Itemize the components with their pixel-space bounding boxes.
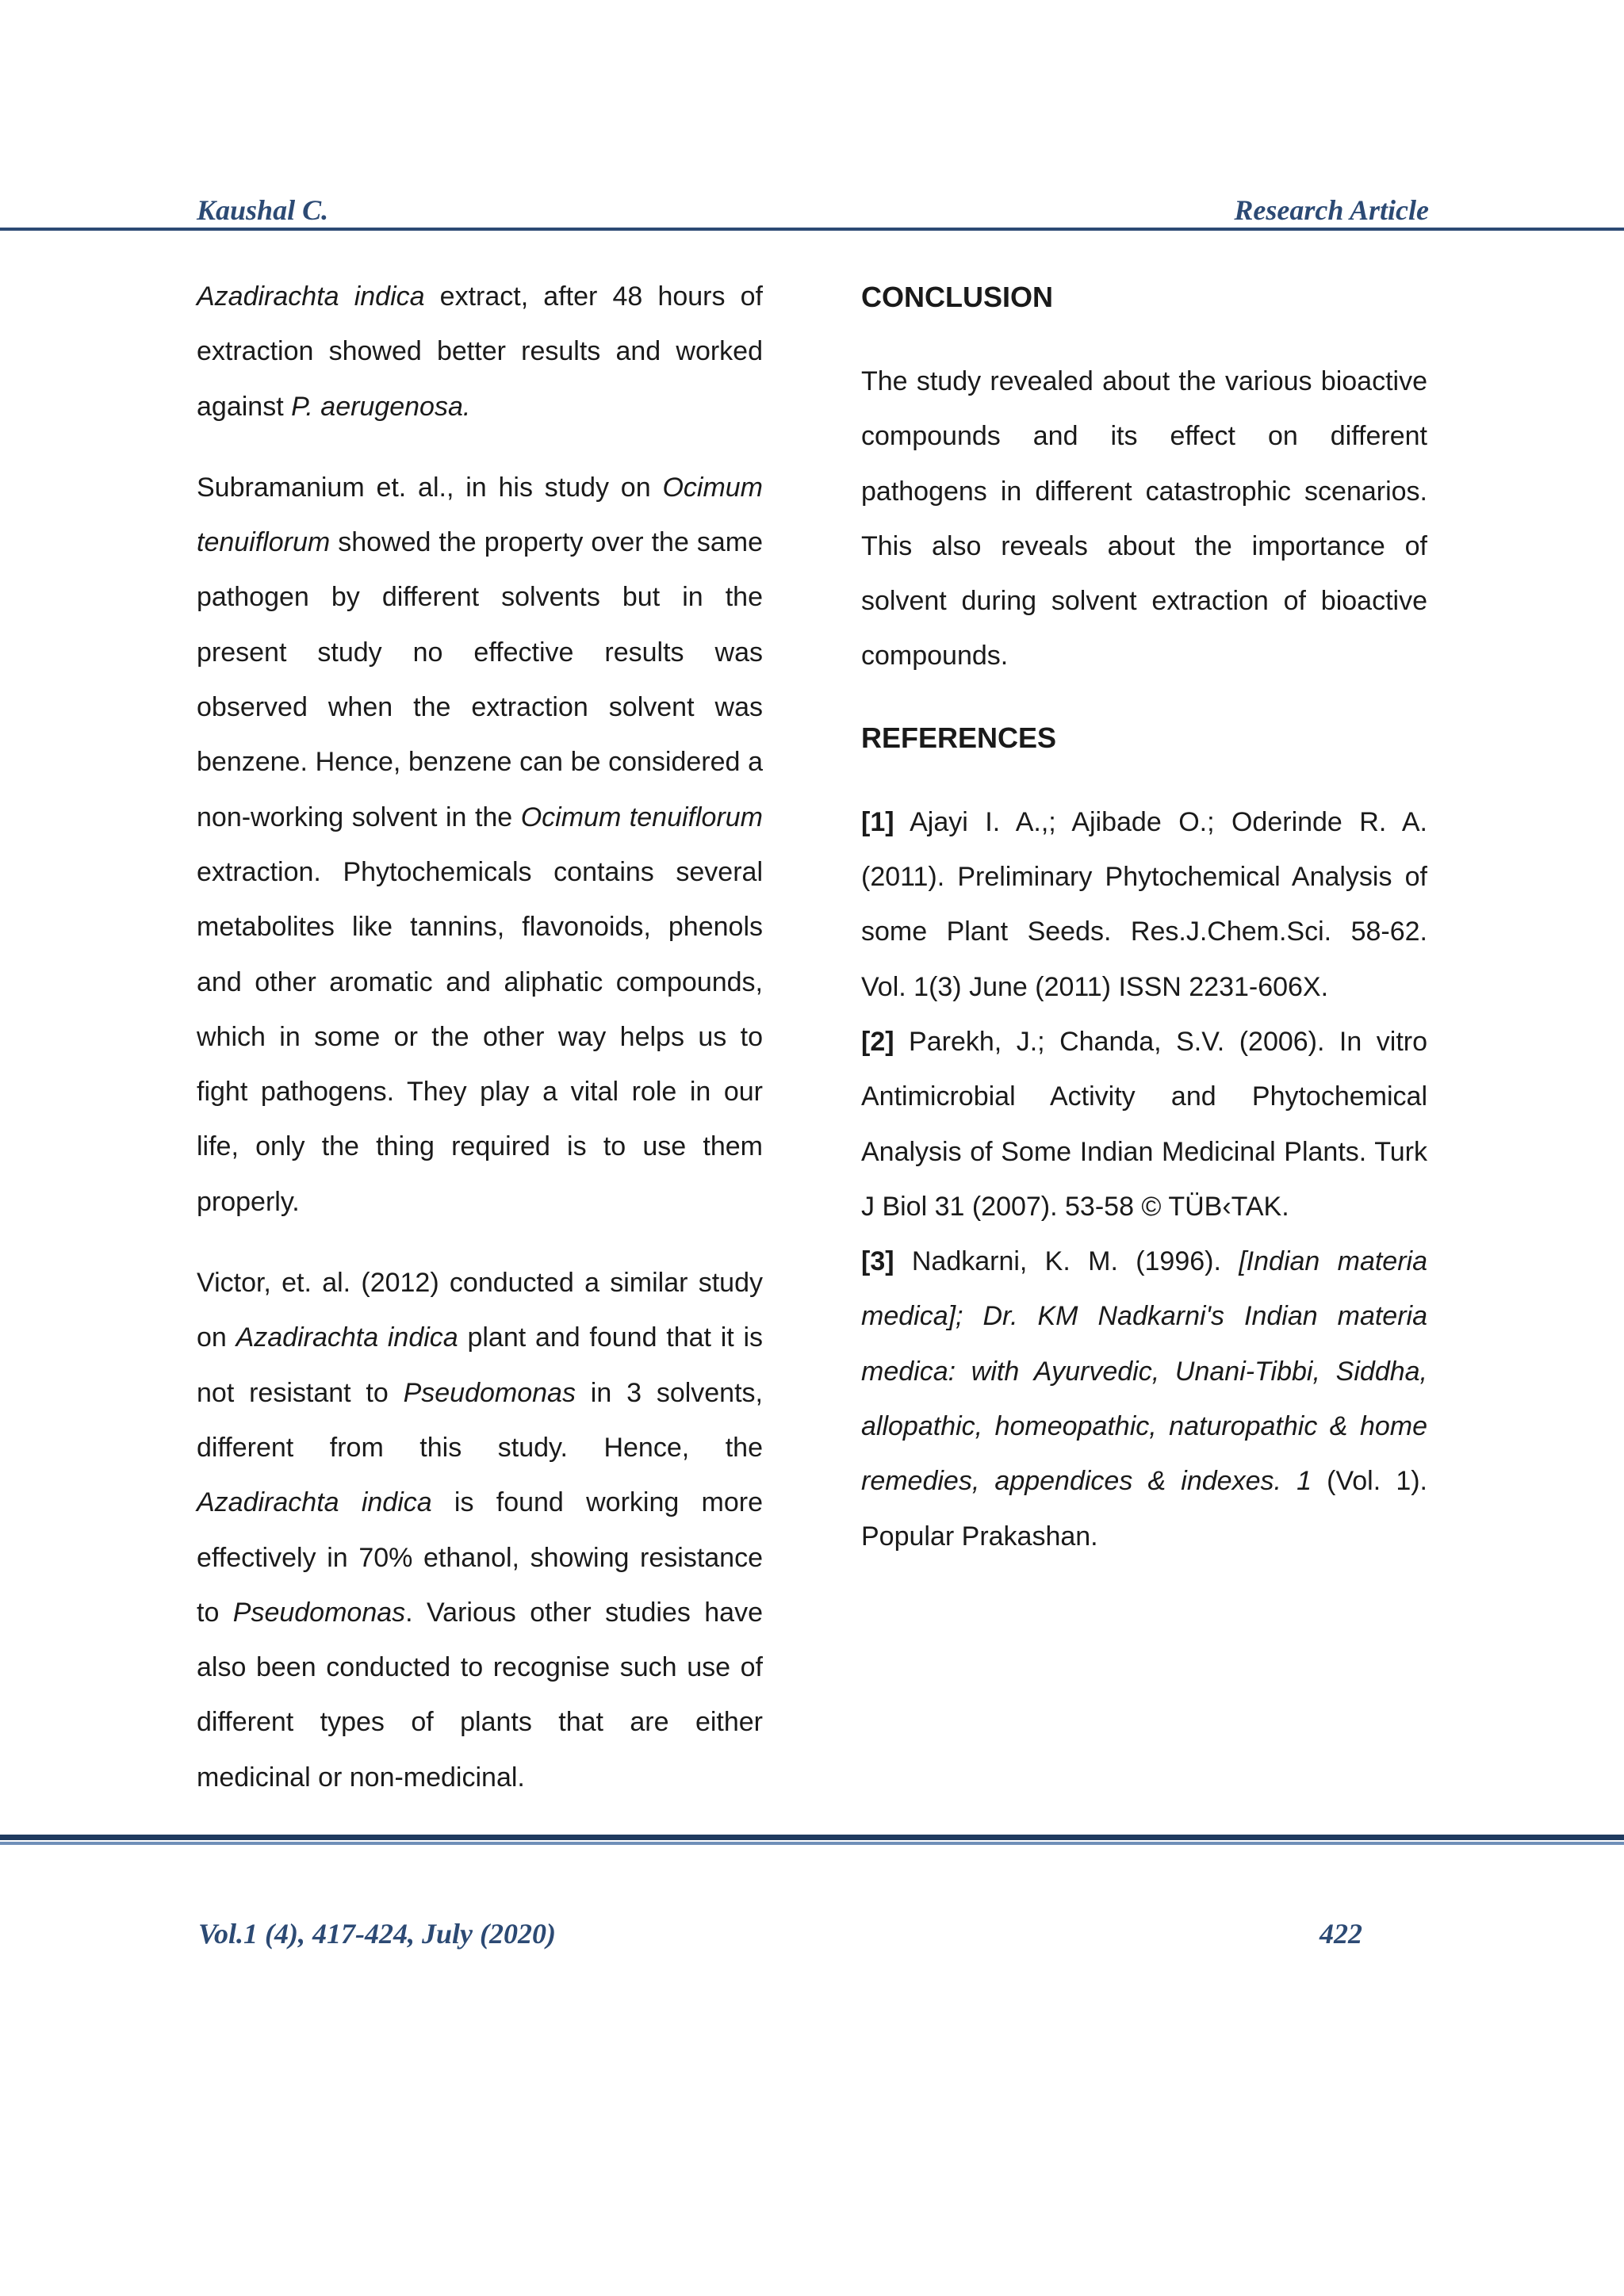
species-name: Ocimum tenuiflorum <box>197 472 763 558</box>
reference-number: [1] <box>861 806 894 837</box>
reference-title: [Indian materia medica]; Dr. KM Nadkarni's Indian materia medica: with Ayurvedic, Unani-Tibbi, Siddha, allopathic, homeopathic, naturopathic & home remedies, appendices & indexes. 1 <box>861 1246 1427 1497</box>
genus-name: Pseudomonas <box>403 1377 576 1408</box>
species-name: Azadirachta indica <box>236 1322 458 1353</box>
reference-item-1 <box>861 795 1427 1015</box>
footer-rule-accent <box>0 1842 1624 1845</box>
reference-number: [3] <box>861 1246 894 1277</box>
body-paragraph-2 <box>197 461 763 1230</box>
reference-text: (Vol. 1). Popular Prakashan. <box>861 1466 1427 1552</box>
right-column <box>861 270 1427 1564</box>
reference-text: Ajayi I. A.,; Ajibade O.; Oderinde R. A. (2011). Preliminary Phytochemical Analysis of some Plant Seeds. Res.J.Chem.Sci. 58-62. Vol. 1(3) June (2011) ISSN 2231-606X. <box>861 806 1427 1002</box>
running-header-article-type: Research Article <box>1234 194 1429 226</box>
conclusion-heading: CONCLUSION <box>861 281 1053 313</box>
genus-name: Pseudomonas <box>232 1597 406 1628</box>
page-number: 422 <box>1320 1918 1362 1950</box>
body-paragraph-1 <box>197 270 763 434</box>
paragraph-text: extraction. Phytochemicals contains several metabolites like tannins, flavonoids, phenols and other aromatic and aliphatic compounds, which in some or the other way helps us to fight pathogens. They play a vital role in our life, only the thing required is to use them properly. <box>197 856 763 1217</box>
species-name: Azadirachta indica <box>197 281 425 312</box>
paragraph-text: plant and found that it is not resistant to <box>197 1322 764 1408</box>
paragraph-text: showed the property over the same pathogen by different solvents but in the present study no effective results was observed when the extraction solvent was benzene. Hence, benzene can be considered a non-working solvent in the <box>197 527 763 832</box>
paragraph-text: Subramanium et. al., in his study on <box>197 472 663 503</box>
paragraph-text: is found working more effectively in 70% ethanol, showing resistance to <box>197 1487 763 1628</box>
conclusion-paragraph: The study revealed about the various bioactive compounds and its effect on different pathogens in different catastrophic scenarios. This also reveals about the importance of solvent during solvent extraction of bioactive compounds. <box>861 366 1427 672</box>
reference-text: Parekh, J.; Chanda, S.V. (2006). In vitro Antimicrobial Activity and Phytochemical Analysis of Some Indian Medicinal Plants. Turk J Biol 31 (2007). 53-58 © TÜB‹TAK. <box>861 1026 1427 1222</box>
paragraph-text: Victor, et. al. (2012) conducted a similar study on <box>197 1268 763 1353</box>
reference-item-3 <box>861 1234 1427 1564</box>
paragraph-text: extract, after 48 hours of extraction showed better results and worked against <box>197 281 764 422</box>
species-name: Azadirachta indica <box>197 1487 432 1518</box>
reference-item-2 <box>861 1015 1427 1234</box>
header-rule <box>0 228 1624 231</box>
pathogen-name: P. aerugenosa. <box>291 391 471 422</box>
species-name: Ocimum tenuiflorum <box>520 802 763 832</box>
paragraph-text: . Various other studies have also been conducted to recognise such use of different types of plants that are either medicinal or non-medicinal. <box>197 1597 763 1793</box>
reference-text: Nadkarni, K. M. (1996). <box>894 1246 1239 1277</box>
left-column <box>197 270 763 1831</box>
running-header-author: Kaushal C. <box>197 194 329 226</box>
body-paragraph-3 <box>197 1256 763 1805</box>
footer-citation: Vol.1 (4), 417-424, July (2020) <box>198 1918 556 1950</box>
paragraph-text: in 3 solvents, different from this study. Hence, the <box>197 1377 763 1463</box>
references-heading: REFERENCES <box>861 721 1057 754</box>
reference-number: [2] <box>861 1026 894 1057</box>
footer-rule <box>0 1835 1624 1840</box>
